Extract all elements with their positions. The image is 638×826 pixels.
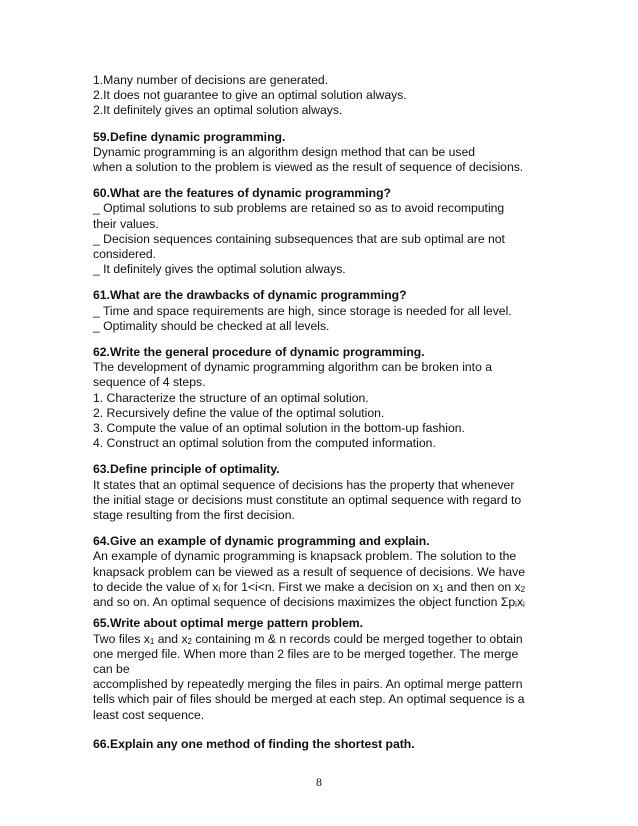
answer-line: 4. Construct an optimal solution from the computed information.	[93, 436, 436, 451]
question-62	[93, 345, 553, 451]
question-title: 60.What are the features of dynamic programming?	[93, 186, 391, 201]
question-60	[93, 186, 553, 277]
answer-line: to decide the value of $x_i$ for 1<i<n. First we make a decision on $x_1$ and then on $x_2$	[93, 579, 526, 594]
answer-line: when a solution to the problem is viewed as the result of sequence of decisions.	[93, 160, 524, 175]
question-66	[93, 737, 553, 752]
question-title: 63.Define principle of optimality.	[93, 462, 280, 477]
answer-line: _ Optimal solutions to sub problems are retained so as to avoid recomputing	[93, 201, 505, 216]
answer-line: their values.	[93, 216, 159, 231]
answer-line: 3. Compute the value of an optimal solution in the bottom-up fashion.	[93, 421, 465, 436]
answer-line: least cost sequence.	[93, 707, 205, 722]
question-title: 61.What are the drawbacks of dynamic programming?	[93, 288, 407, 303]
answer-line: 2. Recursively define the value of the optimal solution.	[93, 405, 385, 420]
answer-line: one merged file. When more than 2 files are to be merged together. The merge	[93, 646, 519, 661]
question-title: 64.Give an example of dynamic programming and explain.	[93, 534, 430, 549]
answer-line: and so on. An optimal sequence of decisions maximizes the object function $\Sigma p_ix_i$	[93, 595, 525, 610]
question-64	[93, 534, 553, 610]
page-content	[93, 73, 553, 752]
answer-line: 1. Characterize the structure of an optimal solution.	[93, 390, 369, 405]
answer-line: Dynamic programming is an algorithm design method that can be used	[93, 144, 476, 159]
answer-line: _ Optimality should be checked at all levels.	[93, 318, 330, 333]
answer-line: sequence of 4 steps.	[93, 375, 206, 390]
intro-list	[93, 73, 553, 119]
intro-line: 1.Many number of decisions are generated.	[93, 73, 329, 87]
question-59	[93, 130, 553, 176]
answer-line: Two files $x_1$ and $x_2$ containing m & n records could be merged together to obtain	[93, 631, 523, 646]
answer-line: stage resulting from the first decision.	[93, 508, 295, 523]
answer-line: _ Decision sequences containing subsequences that are sub optimal are not	[93, 231, 505, 246]
question-title: 66.Explain any one method of finding the shortest path.	[93, 736, 415, 751]
answer-line: considered.	[93, 247, 157, 262]
answer-line: An example of dynamic programming is knapsack problem. The solution to the	[93, 549, 517, 564]
question-title: 65.Write about optimal merge pattern problem.	[93, 616, 363, 631]
answer-line: can be	[93, 661, 130, 676]
intro-line: 2.It does not guarantee to give an optimal solution always.	[93, 88, 407, 103]
question-title: 62.Write the general procedure of dynamic programming.	[93, 345, 425, 360]
answer-line: The development of dynamic programming algorithm can be broken into a	[93, 360, 493, 375]
answer-line: _ It definitely gives the optimal solution always.	[93, 262, 346, 277]
answer-line: It states that an optimal sequence of decisions has the property that whenever	[93, 477, 515, 492]
answer-line: tells which pair of files should be merged at each step. An optimal sequence is a	[93, 692, 525, 707]
intro-line: 2.It definitely gives an optimal solution always.	[93, 103, 343, 118]
question-title: 59.Define dynamic programming.	[93, 129, 286, 144]
question-65	[93, 616, 553, 722]
answer-line: _ Time and space requirements are high, since storage is needed for all level.	[93, 303, 512, 318]
answer-line: accomplished by repeatedly merging the files in pairs. An optimal merge pattern	[93, 677, 523, 692]
page-number: 8	[316, 775, 322, 789]
answer-line: the initial stage or decisions must constitute an optimal sequence with regard to	[93, 492, 522, 507]
question-63	[93, 462, 553, 523]
question-61	[93, 288, 553, 334]
answer-line: knapsack problem can be viewed as a result of sequence of decisions. We have	[93, 564, 526, 579]
